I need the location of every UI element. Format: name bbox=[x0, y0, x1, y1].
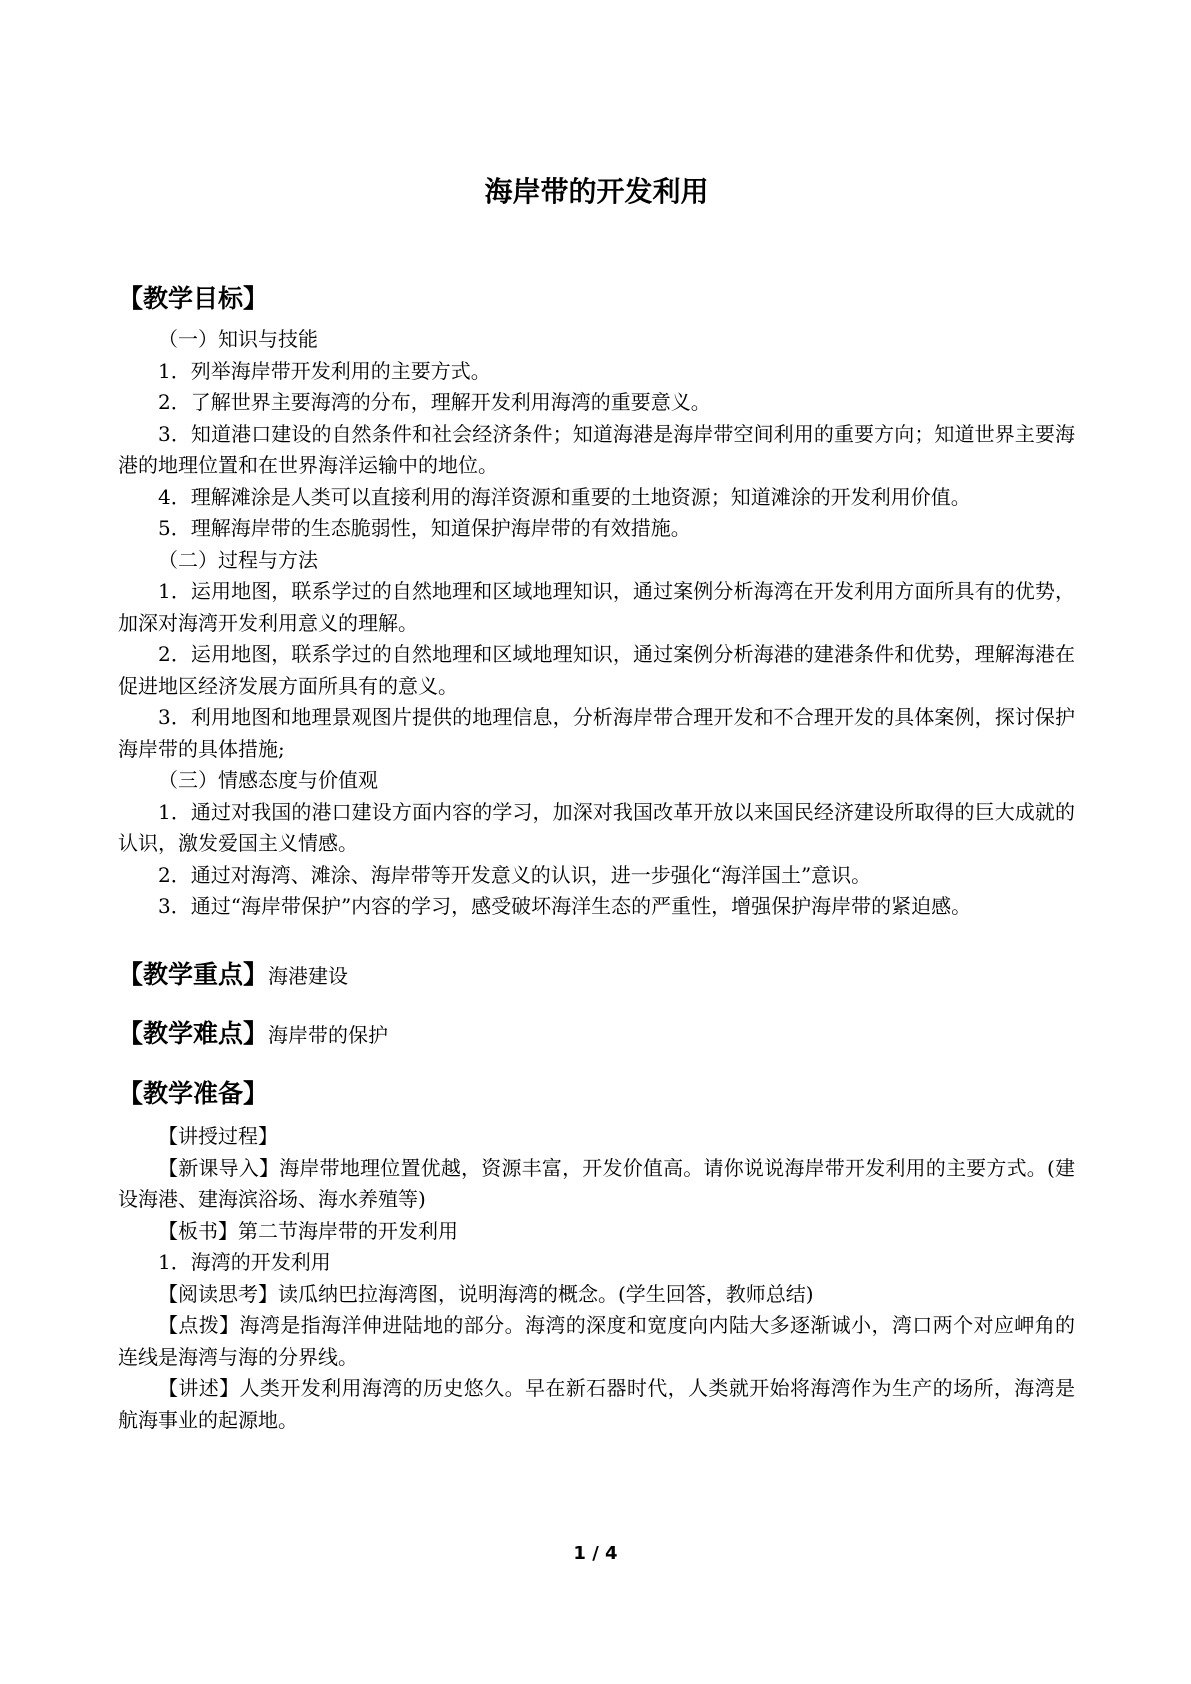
objective-line: 1．运用地图，联系学过的自然地理和区域地理知识，通过案例分析海湾在开发利用方面所具有的优势，加深对海湾开发利用意义的理解。 bbox=[118, 579, 1075, 635]
page-title: 海岸带的开发利用 bbox=[484, 175, 709, 208]
objective-line: 3．知道港口建设的自然条件和社会经济条件；知道海港是海岸带空间利用的重要方向；知道世界主要海港的地理位置和在世界海洋运输中的地位。 bbox=[118, 421, 1075, 477]
page-number: 1 / 4 bbox=[573, 1543, 618, 1564]
difficulty-heading bbox=[118, 1017, 388, 1052]
objective-line: 4．理解滩涂是人类可以直接利用的海洋资源和重要的土地资源；知道滩涂的开发利用价值。 bbox=[158, 484, 971, 509]
objective-line: 3．利用地图和地理景观图片提供的地理信息，分析海岸带合理开发和不合理开发的具体案例，探讨保护海岸带的具体措施; bbox=[118, 705, 1075, 761]
preparation-line: 【讲授过程】 bbox=[158, 1124, 278, 1148]
objective-line: （二）过程与方法 bbox=[158, 547, 318, 572]
preparation-line: 【阅读思考】读瓜纳巴拉海湾图，说明海湾的概念。(学生回答，教师总结) bbox=[158, 1281, 814, 1306]
objective-line: （一）知识与技能 bbox=[158, 327, 318, 351]
key-point-label: 【教学重点】 bbox=[118, 960, 269, 989]
objective-line: 2．了解世界主要海湾的分布，理解开发利用海湾的重要意义。 bbox=[158, 390, 711, 414]
objective-line: 5．理解海岸带的生态脆弱性，知道保护海岸带的有效措施。 bbox=[158, 516, 691, 540]
objective-line: 2．运用地图，联系学过的自然地理和区域地理知识，通过案例分析海港的建港条件和优势，理解海港在促进地区经济发展方面所具有的意义。 bbox=[118, 642, 1075, 698]
objectives-body bbox=[118, 324, 1075, 923]
difficulty-text: 海岸带的保护 bbox=[268, 1023, 389, 1047]
objective-line: 3．通过“海岸带保护”内容的学习，感受破坏海洋生态的严重性，增强保护海岸带的紧迫感。 bbox=[158, 894, 972, 918]
objectives-heading: 【教学目标】 bbox=[118, 284, 269, 313]
difficulty-label: 【教学难点】 bbox=[118, 1019, 269, 1048]
objective-line: 1．列举海岸带开发利用的主要方式。 bbox=[158, 358, 491, 383]
preparation-line: 【点拨】海湾是指海洋伸进陆地的部分。海湾的深度和宽度向内陆大多逐渐诚小，湾口两个对应岬角的连线是海湾与海的分界线。 bbox=[118, 1313, 1075, 1369]
preparation-line: 1．海湾的开发利用 bbox=[158, 1250, 331, 1274]
objective-line: 2．通过对海湾、滩涂、海岸带等开发意义的认识，进一步强化“海洋国土”意识。 bbox=[158, 862, 872, 887]
preparation-heading: 【教学准备】 bbox=[118, 1079, 269, 1108]
objective-line: （三）情感态度与价值观 bbox=[158, 768, 378, 792]
key-point-text: 海港建设 bbox=[268, 964, 349, 988]
preparation-line: 【讲述】人类开发利用海湾的历史悠久。早在新石器时代，人类就开始将海湾作为生产的场所，海湾是航海事业的起源地。 bbox=[118, 1376, 1075, 1432]
key-point-heading bbox=[118, 958, 348, 993]
objective-line: 1．通过对我国的港口建设方面内容的学习，加深对我国改革开放以来国民经济建设所取得的巨大成就的认识，激发爱国主义情感。 bbox=[118, 799, 1075, 855]
preparation-line: 【板书】第二节海岸带的开发利用 bbox=[158, 1218, 458, 1243]
preparation-body bbox=[118, 1121, 1075, 1436]
preparation-line: 【新课导入】海岸带地理位置优越，资源丰富，开发价值高。请你说说海岸带开发利用的主要方式。(建设海港、建海滨浴场、海水养殖等) bbox=[118, 1155, 1075, 1211]
